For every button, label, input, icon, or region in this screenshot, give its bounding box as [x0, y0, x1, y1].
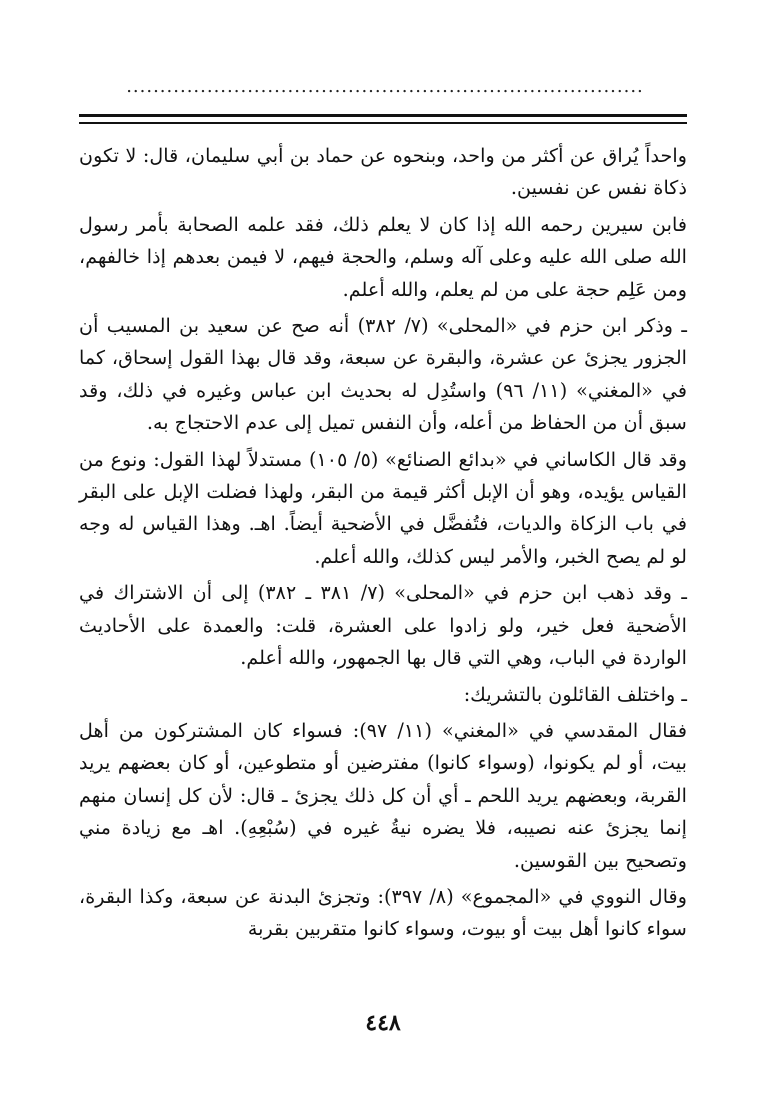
- paragraph: فقال المقدسي في «المغني» (١١/ ٩٧): فسواء كان المشتركون من أهل بيت، أو لم يكونوا، (وسواء كانوا) مفترضين أو متطوعين، أو كان بعضهم يريد القربة، وبعضهم يريد اللحم ـ أي أن كل ذلك يجزئ ـ قال: لأن كل إنسان منهم إنما يجزئ عنه نصيبه، فلا يضره نيةُ غيره في (سُبْعِهِ). اهـ مع زيادة مني وتصحيح بين القوسين.: [79, 718, 687, 872]
- paragraph: ـ وذكر ابن حزم في «المحلى» (٧/ ٣٨٢) أنه صح عن سعيد بن المسيب أن الجزور يجزئ عن عشرة، والبقرة عن سبعة، وقد قال بهذا القول إسحاق، كما في «المغني» (١١/ ٩٦) واستُدِل له بحديث ابن عباس وغيره في ذلك، وقد سبق أن من الحفاظ من أعله، وأن النفس تميل إلى عدم الاحتجاج به.: [79, 314, 687, 435]
- header-rule-thin: [79, 122, 687, 124]
- header-rule-thick: [79, 114, 687, 117]
- paragraph: وقال النووي في «المجموع» (٨/ ٣٩٧): وتجزئ البدنة عن سبعة، وكذا البقرة، سواء كانوا أهل بيت أو بيوت، وسواء كانوا متقربين بقربة: [79, 884, 687, 941]
- paragraph: فابن سيرين رحمه الله إذا كان لا يعلم ذلك، فقد علمه الصحابة بأمر رسول الله صلى الله عليه وعلى آله وسلم، والحجة فيهم، لا فيمن بعدهم إذا خالفهم، ومن عَلِم حجة على من لم يعلم، والله أعلم.: [79, 212, 687, 301]
- header-dotted-line: .............................................................................: [126, 76, 644, 97]
- paragraph: واحداً يُراق عن أكثر من واحد، وبنحوه عن حماد بن أبي سليمان، قال: لا تكون ذكاة نفس عن نفسين.: [79, 144, 687, 200]
- paragraph: ـ واختلف القائلون بالتشريك:: [463, 682, 687, 706]
- body-text: [79, 140, 687, 946]
- page-number: ٤٤٨: [365, 1010, 401, 1036]
- paragraph: وقد قال الكاساني في «بدائع الصنائع» (٥/ ١٠٥) مستدلاً لهذا القول: ونوع من القياس يؤيده، وهو أن الإبل أكثر قيمة من البقر، ولهذا فضلت الإبل على البقر في باب الزكاة والديات، فتُفضَّل في الأضحية أيضاً. اهـ. وهذا القياس له وجه لو لم يصح الخبر، والأمر ليس كذلك، والله أعلم.: [79, 447, 687, 568]
- paragraph: ـ وقد ذهب ابن حزم في «المحلى» (٧/ ٣٨١ ـ ٣٨٢) إلى أن الاشتراك في الأضحية فعل خير، ولو زادوا على العشرة، قلت: والعمدة على الأحاديث الواردة في الباب، وهي التي قال بها الجمهور، والله أعلم.: [79, 581, 687, 670]
